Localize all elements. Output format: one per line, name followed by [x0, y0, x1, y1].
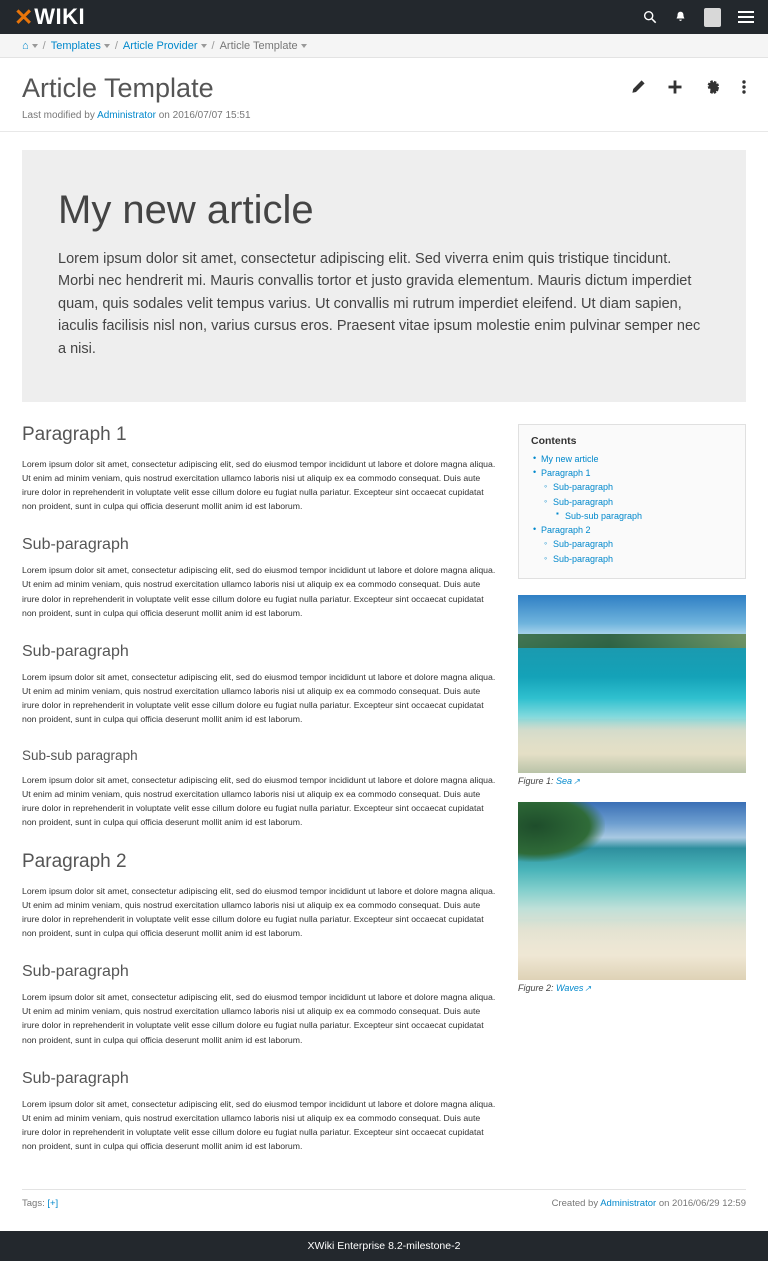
toc-list — [531, 452, 733, 566]
paragraph-text: Lorem ipsum dolor sit amet, consectetur adipiscing elit, sed do eiusmod tempor incididunt ut labore et dolore magna aliqua. Ut enim ad minim veniam, quis nostrud exercitation ullamco laboris nisi ut aliquip ex ea commodo consequat. Duis aute irure dolor in reprehenderit in voluptate velit esse cillum dolore eu fugiat nulla pariatur. Excepteur sint occaecat cupidatat non proident, sunt in culpa qui officia deserunt mollit anim id est laborum. — [22, 992, 496, 1045]
figure-1 — [518, 595, 746, 786]
more-options-button[interactable] — [742, 79, 746, 99]
list-item[interactable] — [531, 466, 733, 480]
toc-link[interactable]: Sub-paragraph — [553, 553, 614, 564]
list-item[interactable] — [531, 495, 733, 509]
figure-1-link[interactable]: Sea ↗ — [556, 776, 580, 786]
tags-expand-toggle[interactable]: [+] — [47, 1198, 59, 1210]
figure-2 — [518, 802, 746, 993]
chevron-down-icon[interactable] — [104, 44, 110, 48]
figure-2-caption — [518, 983, 746, 993]
section-sub-sub-paragraph — [22, 748, 498, 829]
section-paragraph-2 — [22, 851, 498, 940]
page-content — [0, 402, 768, 1175]
last-modified-prefix: Last modified by — [22, 109, 95, 121]
page-last-modified — [22, 110, 746, 121]
toc-title: Contents — [531, 435, 577, 448]
heading-sub-sub-paragraph: Sub-sub paragraph — [22, 748, 138, 764]
heading-sub-paragraph: Sub-paragraph — [22, 963, 129, 981]
created-prefix: Created by — [551, 1198, 599, 1210]
list-item[interactable] — [531, 452, 733, 466]
site-footer-version: XWiki Enterprise 8.2-milestone-2 — [307, 1240, 461, 1253]
xwiki-logo[interactable] — [14, 3, 86, 30]
paragraph-text: Lorem ipsum dolor sit amet, consectetur adipiscing elit, sed do eiusmod tempor incididunt ut labore et dolore magna aliqua. Ut enim ad minim veniam, quis nostrud exercitation ullamco laboris nisi ut aliquip ex ea commodo consequat. Duis aute irure dolor in reprehenderit in voluptate velit esse cillum dolore eu fugiat nulla pariatur. Excepteur sint occaecat cupidatat non proident, sunt in culpa qui officia deserunt mollit anim id est laborum. — [22, 1098, 496, 1152]
top-bar-icons — [643, 8, 754, 27]
created-info — [552, 1198, 746, 1209]
heading-sub-paragraph: Sub-paragraph — [22, 1069, 129, 1087]
notifications-bell-icon[interactable] — [674, 10, 687, 24]
heading-paragraph-1: Paragraph 1 — [22, 424, 127, 446]
figure-1-caption-prefix: Figure 1: — [518, 775, 554, 786]
last-modified-user-link[interactable]: Administrator — [97, 109, 156, 121]
side-column — [518, 424, 746, 993]
tags-area — [22, 1198, 58, 1209]
list-item[interactable] — [531, 480, 733, 494]
breadcrumb-item-templates[interactable]: Templates — [50, 39, 101, 52]
breadcrumb — [0, 34, 768, 58]
waves-beach-photo — [518, 802, 746, 980]
search-icon[interactable] — [643, 10, 657, 24]
breadcrumb-separator: / — [211, 39, 215, 52]
toc-link[interactable]: Sub-sub paragraph — [565, 510, 643, 521]
created-date: on 2016/06/29 12:59 — [658, 1198, 746, 1210]
section-paragraph-1 — [22, 424, 498, 513]
site-footer — [0, 1231, 768, 1261]
paragraph-text: Lorem ipsum dolor sit amet, consectetur adipiscing elit, sed do eiusmod tempor incididunt ut labore et dolore magna aliqua. Ut enim ad minim veniam, quis nostrud exercitation ullamco laboris nisi ut aliquip ex ea commodo consequat. Duis aute irure dolor in reprehenderit in voluptate velit esse cillum dolore eu fugiat nulla pariatur. Excepteur sint occaecat cupidatat non proident, sunt in culpa qui officia deserunt mollit anim id est laborum. — [22, 671, 496, 725]
list-item[interactable] — [531, 523, 733, 537]
toc-link[interactable]: Sub-paragraph — [553, 496, 614, 507]
breadcrumb-item-article-provider[interactable]: Article Provider — [122, 39, 198, 52]
chevron-down-icon[interactable] — [301, 44, 307, 48]
settings-gear-button[interactable] — [704, 78, 721, 99]
page-header — [0, 58, 768, 132]
toc-link[interactable]: My new article — [541, 454, 599, 465]
paragraph-text: Lorem ipsum dolor sit amet, consectetur adipiscing elit, sed do eiusmod tempor incididunt ut labore et dolore magna aliqua. Ut enim ad minim veniam, quis nostrud exercitation ullamco laboris nisi ut aliquip ex ea commodo consequat. Duis aute irure dolor in reprehenderit in voluptate velit esse cillum dolore eu fugiat nulla pariatur. Excepteur sint occaecat cupidatat non proident, sunt in culpa qui officia deserunt mollit anim id est laborum. — [22, 458, 496, 512]
heading-sub-paragraph: Sub-paragraph — [22, 642, 129, 660]
document-footer — [22, 1189, 746, 1219]
hero-paragraph: Lorem ipsum dolor sit amet, consectetur adipiscing elit. Sed viverra enim quis tristique tincidunt. Morbi nec hendrerit mi. Mauris convallis tortor et justo gravida elementum. Mauris dictum imperdiet quam, quis sodales velit tempus varius. Ut convallis mi rutrum imperdiet eleifend. Ut diam sapien, iaculis facilisis nisl non, varius cursus eros. Praesent vitae ipsum molestie enim pulvinar semper nec a nisi. — [58, 250, 701, 357]
chevron-down-icon[interactable] — [201, 44, 207, 48]
list-item[interactable] — [531, 537, 733, 551]
created-user-link[interactable]: Administrator — [600, 1198, 657, 1210]
list-item[interactable] — [531, 552, 733, 566]
section-sub-paragraph-3 — [22, 962, 498, 1047]
paragraph-text: Lorem ipsum dolor sit amet, consectetur adipiscing elit, sed do eiusmod tempor incididunt ut labore et dolore magna aliqua. Ut enim ad minim veniam, quis nostrud exercitation ullamco laboris nisi ut aliquip ex ea commodo consequat. Duis aute irure dolor in reprehenderit in voluptate velit esse cillum dolore eu fugiat nulla pariatur. Excepteur sint occaecat cupidatat non proident, sunt in culpa qui officia deserunt mollit anim id est laborum. — [22, 885, 496, 938]
add-plus-button[interactable] — [667, 79, 683, 99]
heading-sub-paragraph: Sub-paragraph — [22, 536, 129, 554]
edit-pencil-button[interactable] — [630, 79, 646, 99]
heading-paragraph-2: Paragraph 2 — [22, 850, 127, 872]
chevron-down-icon[interactable] — [32, 44, 38, 48]
toc-link[interactable]: Sub-paragraph — [553, 539, 614, 550]
logo-text: WIKI — [34, 4, 86, 29]
toc-link[interactable]: Paragraph 2 — [541, 525, 591, 536]
figure-2-caption-prefix: Figure 2: — [518, 982, 554, 993]
breadcrumb-item-article-template: Article Template — [219, 39, 298, 52]
hero-title: My new article — [58, 187, 314, 232]
page-actions — [630, 78, 746, 99]
figure-2-link[interactable]: Waves ↗ — [556, 983, 591, 993]
breadcrumb-home-icon[interactable]: ⌂ — [22, 39, 29, 52]
page-title: Article Template — [22, 73, 214, 103]
list-item[interactable] — [531, 509, 733, 523]
section-sub-paragraph-2 — [22, 642, 498, 727]
paragraph-text: Lorem ipsum dolor sit amet, consectetur adipiscing elit, sed do eiusmod tempor incididunt ut labore et dolore magna aliqua. Ut enim ad minim veniam, quis nostrud exercitation ullamco laboris nisi ut aliquip ex ea commodo consequat. Duis aute irure dolor in reprehenderit in voluptate velit esse cillum dolore eu fugiat nulla pariatur. Excepteur sint occaecat cupidatat non proident, sunt in culpa qui officia deserunt mollit anim id est laborum. — [22, 565, 496, 618]
sea-beach-photo — [518, 595, 746, 773]
section-sub-paragraph-1 — [22, 535, 498, 620]
toc-link[interactable]: Paragraph 1 — [541, 468, 591, 479]
logo-x-icon: ✕ — [14, 3, 34, 30]
table-of-contents — [518, 424, 746, 579]
top-navigation-bar — [0, 0, 768, 34]
main-column — [22, 424, 498, 1175]
last-modified-date: on 2016/07/07 15:51 — [158, 109, 251, 121]
breadcrumb-separator: / — [42, 39, 46, 52]
figure-1-caption — [518, 776, 746, 786]
section-sub-paragraph-4 — [22, 1069, 498, 1154]
toc-link[interactable]: Sub-paragraph — [553, 482, 614, 493]
tags-label: Tags: — [22, 1198, 45, 1210]
menu-burger-icon[interactable] — [738, 11, 754, 23]
breadcrumb-separator: / — [114, 39, 118, 52]
document-icon[interactable] — [704, 8, 721, 27]
hero-banner — [22, 150, 746, 402]
paragraph-text: Lorem ipsum dolor sit amet, consectetur adipiscing elit, sed do eiusmod tempor incididunt ut labore et dolore magna aliqua. Ut enim ad minim veniam, quis nostrud exercitation ullamco laboris nisi ut aliquip ex ea commodo consequat. Duis aute irure dolor in reprehenderit in voluptate velit esse cillum dolore eu fugiat nulla pariatur. Excepteur sint occaecat cupidatat non proident, sunt in culpa qui officia deserunt mollit anim id est laborum. — [22, 774, 496, 827]
